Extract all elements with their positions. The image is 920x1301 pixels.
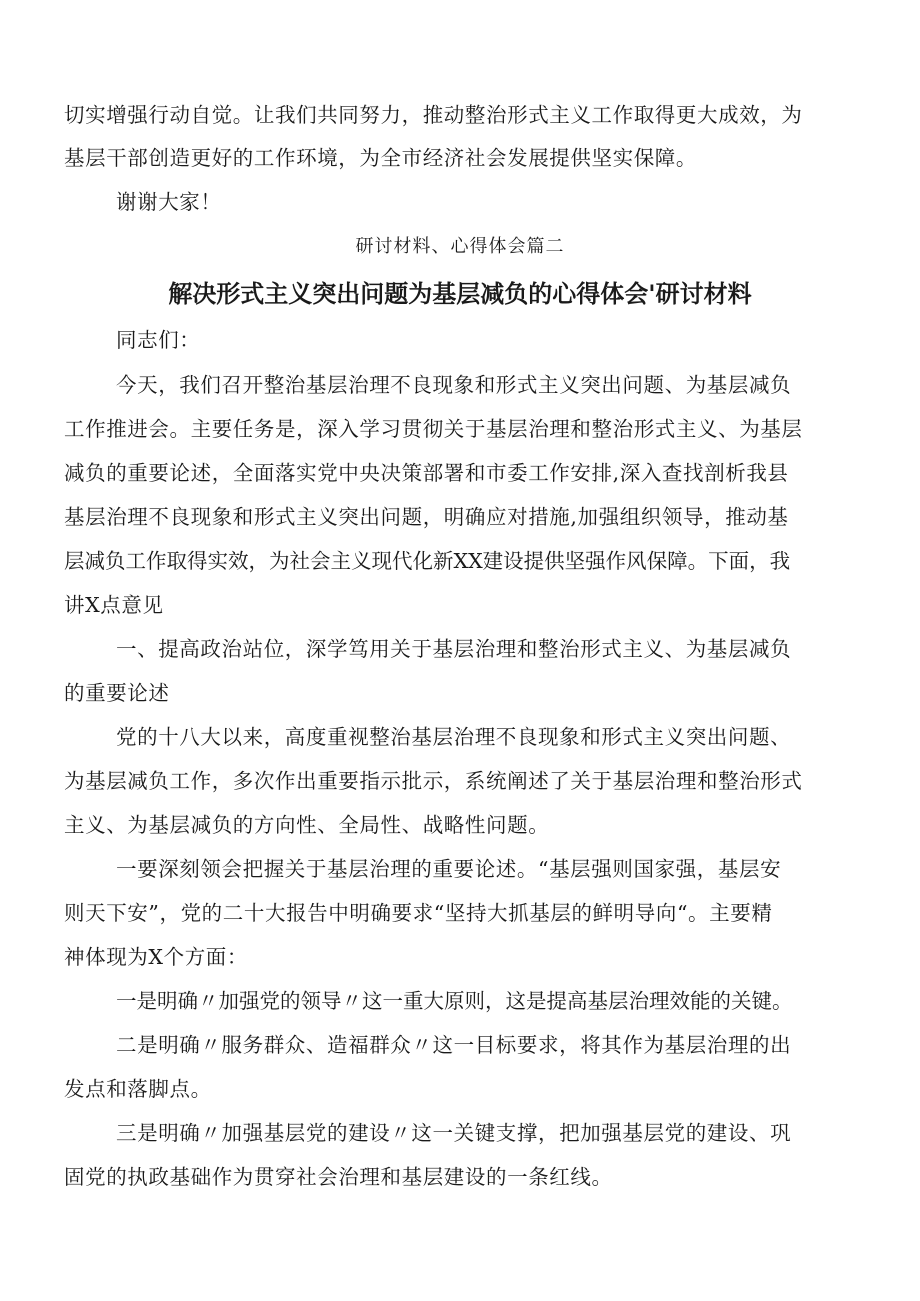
- text-line: 讲X点意见: [64, 593, 164, 617]
- section-heading: 的重要论述: [64, 681, 170, 705]
- text-line: 一是明确〃加强党的领导〃这一重大原则，这是提高基层治理效能的关键。: [116, 989, 793, 1013]
- text-line: 基层干部创造更好的工作环境，为全市经济社会发展提供坚实保障。: [64, 146, 697, 170]
- section-subtitle: 研讨材料、心得体会篇二: [355, 236, 565, 257]
- text-line: 三是明确〃加强基层党的建设〃这一关键支撑，把加强基层党的建设、巩: [116, 1121, 792, 1145]
- text-line: 减负的重要论述，全面落实党中央决策部署和市委工作安排,深入查找剖析我县: [64, 461, 789, 485]
- text-line: 二是明确〃服务群众、造福群众〃这一目标要求，将其作为基层治理的出: [116, 1033, 792, 1057]
- text-line: 层减负工作取得实效，为社会主义现代化新XX建设提供坚强作风保障。下面，我: [64, 549, 791, 573]
- text-line: 今天，我们召开整治基层治理不良现象和形式主义突出问题、为基层减负: [116, 373, 792, 397]
- text-line: 发点和落脚点。: [64, 1077, 212, 1101]
- text-line: 固党的执政基础作为贯穿社会治理和基层建设的一条红线。: [64, 1165, 613, 1189]
- text-line: 主义、为基层减负的方向性、全局性、战略性问题。: [64, 813, 550, 837]
- salutation: 同志们：: [116, 328, 201, 352]
- text-line: 党的十八大以来，高度重视整治基层治理不良现象和形式主义突出问题、: [116, 725, 792, 749]
- text-line: 一要深刻领会把握关于基层治理的重要论述。“基层强则国家强，基层安: [116, 857, 782, 881]
- text-line: 工作推进会。主要任务是，深入学习贯彻关于基层治理和整治形式主义、为基层: [64, 417, 803, 441]
- text-line: 切实增强行动自觉。让我们共同努力，推动整治形式主义工作取得更大成效，为: [64, 103, 803, 127]
- text-line: 神体现为X个方面：: [64, 945, 248, 969]
- text-line: 谢谢大家！: [116, 190, 222, 214]
- text-line: 则天下安”，党的二十大报告中明确要求“坚持大抓基层的鲜明导向“。主要精: [64, 901, 773, 925]
- section-heading: 一、提高政治站位，深学笃用关于基层治理和整治形式主义、为基层减负: [116, 637, 792, 661]
- text-line: 基层治理不良现象和形式主义突出问题，明确应对措施,加强组织领导，推动基: [64, 505, 789, 529]
- text-line: 为基层减负工作，多次作出重要指示批示，系统阐述了关于基层治理和整治形式: [64, 769, 803, 793]
- document-title: 解决形式主义突出问题为基层减负的心得体会'研讨材料: [168, 280, 752, 308]
